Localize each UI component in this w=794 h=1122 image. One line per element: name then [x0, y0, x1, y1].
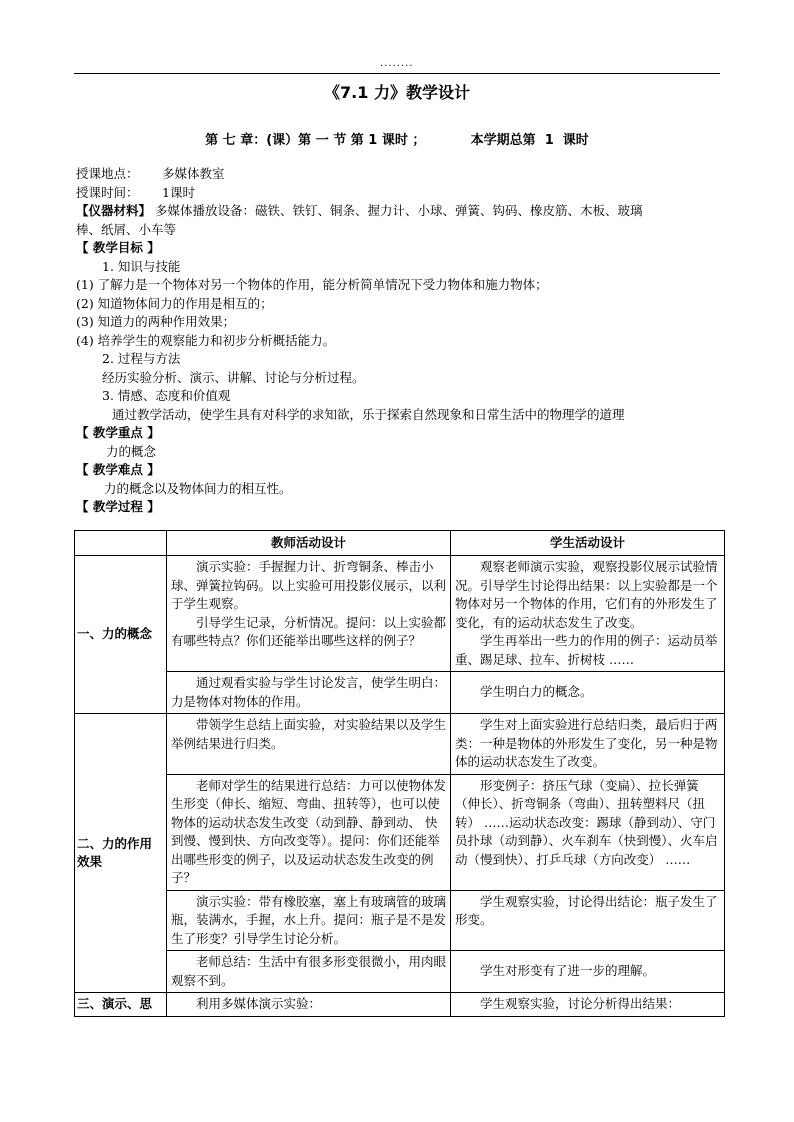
goal-item-3-text: 通过教学活动，使学生具有对科学的求知欲，乐于探索自然现象和日常生活中的物理学的道理	[112, 406, 625, 422]
place-row	[76, 165, 724, 184]
teacher-cell	[167, 890, 451, 951]
table-row	[75, 951, 725, 993]
student-text: 学生对形变有了进一步的理解。	[480, 963, 656, 979]
header-dots: ........	[380, 58, 414, 69]
process-table	[74, 530, 725, 1017]
goal-item-2-text: 经历实验分析、演示、讲解、讨论与分析过程。	[102, 369, 365, 385]
materials-line1: 多媒体播放设备：磁铁、铁钉、铜条、握力计、小球、弹簧、钩码、橡皮筋、木板、玻璃	[155, 203, 643, 218]
materials-line2: 棒、纸屑、小车等	[76, 221, 177, 237]
goals-heading: 【 教学目标 】	[76, 240, 160, 255]
table-row	[75, 556, 725, 672]
teacher-text: 演示实验：带有橡胶塞，塞上有玻璃管的玻璃瓶，装满水，手握，水上升。提问：瓶子是不是发生了形变？引导学生讨论分析。	[171, 893, 447, 946]
teacher-text: 演示实验：手握握力计、折弯铜条、棒击小球、弹簧拉钩码。以上实验可用投影仪展示，以利于学生观察。	[171, 559, 447, 611]
student-cell	[451, 890, 725, 951]
teacher-cell	[167, 672, 451, 714]
teacher-text: 老师对学生的结果进行总结：力可以使物体发生形变（伸长、缩短、弯曲、扭转等），也可以使物体的运动状态发生改变（动到静、静到动、 快到慢、慢到快、方向改变等）。提问：你们还能举出哪些形变的例子，以及运动状态发生改变的例子？	[171, 777, 447, 885]
goal-item-1: 1. 知识与技能	[102, 258, 181, 274]
process-heading: 【 教学过程 】	[76, 499, 160, 514]
student-text: 学生观察实验，讨论分析得出结果：	[480, 996, 681, 1011]
teacher-text: 带领学生总结上面实验，对实验结果以及学生举例结果进行归类。	[171, 717, 447, 751]
goal-sub-4: (4) 培养学生的观察能力和初步分析概括能力。	[76, 332, 336, 348]
lesson-info	[76, 165, 724, 517]
student-cell	[451, 672, 725, 714]
section-force-concept: 一、力的概念	[75, 556, 167, 714]
student-column-header: 学生活动设计	[451, 531, 725, 556]
goal-sub-1: (1) 了解力是一个物体对另一个物体的作用，能分析简单情况下受力物体和施力物体；	[76, 277, 548, 292]
teacher-text: 老师总结：生活中有很多形变很微小，用肉眼观察不到。	[171, 954, 447, 988]
time-row	[76, 184, 724, 203]
student-text: 观察老师演示实验，观察投影仪展示试验情况。引导学生讨论得出结果：以上实验都是一个物体对另一个物体的作用，它们有的外形发生了变化，有的运动状态发生了改变。	[455, 559, 718, 630]
section-demo: 三、演示、思	[75, 993, 167, 1017]
teacher-column-header: 教师活动设计	[167, 531, 451, 556]
table-row	[75, 714, 725, 775]
student-cell	[451, 556, 725, 672]
table-row	[75, 774, 725, 890]
student-cell	[451, 993, 725, 1017]
teacher-cell	[167, 714, 451, 775]
key-point-text: 力的概念	[106, 443, 157, 459]
student-text: 学生再举出一些力的作用的例子：运动员举重、踢足球、拉车、折树枝 ……	[455, 633, 718, 667]
difficulty-text: 力的概念以及物体间力的相互性。	[104, 480, 292, 496]
student-text: 学生对上面实验进行总结归类，最后归于两类：一种是物体的外形发生了变化，另一种是物体的运动状态发生了改变。	[455, 717, 718, 769]
document-title: 《7.1 力》教学设计	[324, 83, 470, 102]
student-text: 学生明白力的概念。	[480, 684, 593, 700]
student-text: 学生观察实验，讨论得出结论：瓶子发生了形变。	[455, 893, 718, 927]
teacher-cell	[167, 993, 451, 1017]
teacher-cell	[167, 774, 451, 890]
goal-sub-2: (2) 知道物体间力的作用是相互的；	[76, 295, 273, 311]
lesson-subtitle	[0, 129, 794, 148]
section-force-effects: 二、力的作用效果	[75, 714, 167, 993]
time-value: 1课时	[162, 184, 195, 200]
table-row	[75, 890, 725, 951]
subtitle-gap	[430, 133, 466, 148]
table-row	[75, 993, 725, 1017]
chapter-info: 第 七 章：(课）第 一 节 第 1 课时 ；	[205, 133, 426, 148]
teacher-cell	[167, 556, 451, 672]
student-cell	[451, 714, 725, 775]
semester-total: 本学期总第 1 课时	[470, 133, 589, 148]
goal-item-2: 2. 过程与方法	[102, 351, 181, 366]
time-label: 授课时间：	[76, 184, 139, 200]
table-header-row	[75, 531, 725, 556]
student-cell	[451, 951, 725, 993]
difficulty-heading: 【 教学难点 】	[76, 462, 160, 477]
table-row	[75, 672, 725, 714]
student-text: 形变例子：挤压气球（变扁）、拉长弹簧（伸长）、折弯铜条（弯曲）、扭转塑料尺（扭转） ……运动状态改变：踢球（静到动）、守门员扑球（动到静）、火车刹车（快到慢）、火车启动（慢到快）、打乒乓球（方向改变） ……	[455, 777, 718, 867]
header-rule	[74, 73, 720, 74]
place-label: 授课地点：	[76, 166, 139, 181]
student-cell	[451, 774, 725, 890]
key-point-heading: 【 教学重点 】	[76, 425, 160, 440]
teacher-text: 通过观看实验与学生讨论发言，使学生明白：力是物体对物体的作用。	[171, 675, 447, 709]
materials-row	[76, 202, 724, 221]
teacher-cell	[167, 951, 451, 993]
goal-sub-3: (3) 知道力的两种作用效果；	[76, 314, 236, 329]
teacher-text: 引导学生记录，分析情况。提问：以上实验都有哪些特点？你们还能举出哪些这样的例子？	[171, 614, 447, 648]
place-value: 多媒体教室	[162, 166, 225, 181]
materials-label: 【仪器材料】	[76, 203, 152, 218]
header-empty-cell	[75, 531, 167, 556]
goal-item-3: 3. 情感、态度和价值观	[102, 388, 231, 403]
teacher-text: 利用多媒体演示实验：	[196, 996, 322, 1011]
